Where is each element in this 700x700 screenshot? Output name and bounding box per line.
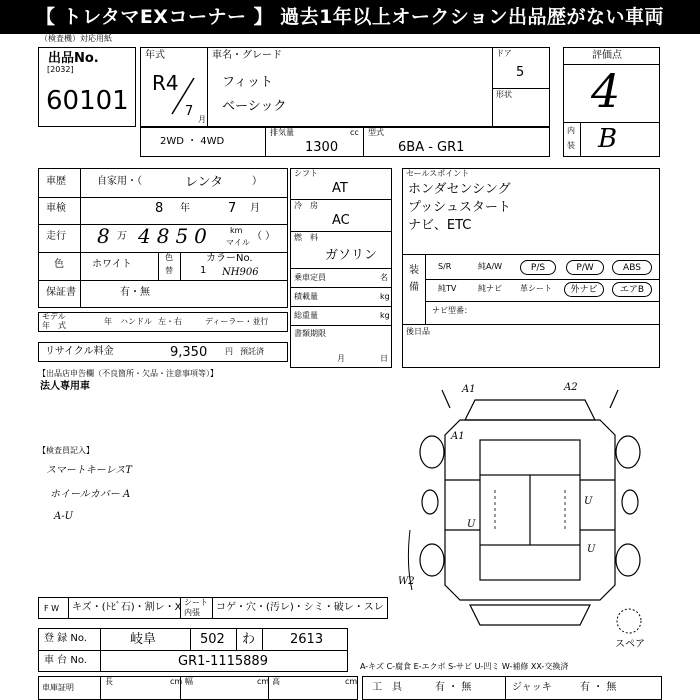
equip-pw: P/W [566, 260, 604, 275]
history-value: レンタ [185, 175, 224, 190]
equip-airbag: エアB [612, 282, 652, 297]
sales-point-1: プッシュスタート [408, 200, 511, 215]
chassis-number: GR1-1115889 [178, 654, 268, 669]
mark-right-rear: U [587, 544, 596, 555]
aircon-label: 冷 房 [294, 201, 318, 210]
seat-label-2: 内張 [184, 608, 200, 617]
disclosure-value: 法人専用車 [40, 381, 90, 392]
mileage-prefix: 8 [97, 224, 110, 248]
inspection-year: 8 [155, 201, 164, 216]
fuel-value: ガソリン [325, 248, 378, 263]
aircon-value: AC [332, 213, 350, 228]
recycle-label: リサイクル料金 [45, 346, 114, 357]
spare-tire-icon [615, 607, 643, 635]
mileage-km: km [230, 226, 243, 235]
warranty-label: 保証書 [46, 287, 76, 298]
inspection-label: 車検 [46, 203, 66, 214]
color-change-label-2: 替 [165, 266, 173, 275]
equip-abs: ABS [612, 260, 652, 275]
cert-label: 車庫証明 [42, 683, 74, 692]
interior-grade: B [598, 124, 618, 154]
damage-legend: A-キズ C-腐食 E-エクボ S-サビ U-凹ミ W-補修 XX-交換済 [360, 662, 569, 671]
model-year-unit: 年 [104, 317, 112, 326]
deadline-month: 月 [337, 354, 345, 363]
partial-header: （検査機）対応用紙 [40, 34, 112, 43]
mark-left-fender: A1 [451, 431, 465, 442]
equipment-label-2: 備 [409, 282, 419, 293]
recycle-value: 9,350 [170, 345, 208, 360]
inspector-title: 【検査員記入】 [38, 446, 94, 455]
garage-cert-row [38, 676, 358, 700]
recycle-note: 預託済 [240, 347, 264, 356]
recycle-unit: 円 [225, 347, 233, 356]
chassis-label: 車 台 No. [44, 655, 87, 666]
mileage-label: 走行 [46, 231, 66, 242]
inspection-month-unit: 月 [250, 203, 260, 214]
drive-options: 2WD ・ 4WD [160, 136, 225, 147]
displacement-label: 排気量 [270, 128, 294, 137]
car-name: フィット [222, 75, 273, 90]
equipment-label-1: 装 [409, 265, 419, 276]
equip-ext-navi: 外ナビ [564, 282, 604, 297]
dealer-value: ディーラー・並行 [205, 317, 269, 326]
shift-label: シフト [294, 169, 318, 178]
cert-height: 高 [272, 677, 280, 686]
mark-front-right: A2 [564, 382, 578, 393]
capacity-label-2: 総重量 [294, 311, 318, 320]
displacement-unit: cc [350, 128, 359, 137]
equip-navi: 純ナビ [478, 284, 502, 293]
tools-value: 有 ・ 無 [435, 682, 472, 693]
capacity-unit-0: 名 [380, 273, 388, 282]
floor-items: キズ・(ﾄﾋﾞ石)・割レ・X [72, 602, 182, 613]
year-label: 年式 [145, 50, 165, 61]
cert-unit-2: cm [257, 677, 270, 686]
disclosure-title: 【出品店申告欄（不良箇所・欠品・注意事項等）】 [38, 369, 218, 378]
lot-label: 出品No. [48, 51, 99, 66]
banner-title: 【 トレタマEXコーナー 】 過去1年以上オークション出品歴がない車両 [0, 0, 700, 34]
mileage-value: 4850 [138, 224, 213, 248]
equip-tv: 純TV [438, 284, 457, 293]
floor-label: F W [44, 604, 60, 613]
seat-items: コゲ・穴・(汚レ)・シミ・破レ・スレ [216, 602, 384, 613]
deadline-label: 書類期限 [294, 329, 326, 338]
color-change-label-1: 色 [165, 253, 173, 262]
inspector-line-1: ホイールカバー A [50, 489, 131, 500]
model-label: 型式 [368, 128, 384, 137]
year-slash [168, 76, 198, 119]
mileage-paren: （ ） [252, 231, 276, 242]
model-year-label-2: 年 式 [42, 321, 66, 330]
mark-left-door: U [467, 519, 476, 530]
capacity-label-0: 乗車定員 [294, 273, 326, 282]
car-label: 車名・グレード [212, 50, 282, 61]
sales-points-label: セールスポイント [406, 169, 470, 178]
handle-label: ハンドル [120, 317, 152, 326]
color-change-value: 1 [200, 265, 207, 276]
capacity-unit-2: kg [380, 311, 390, 320]
later-date-label: 後日品 [406, 327, 430, 336]
equip-sr: S/R [438, 262, 452, 271]
sales-point-0: ホンダセンシング [408, 182, 511, 197]
fuel-label: 燃 料 [294, 233, 318, 242]
color-value: ホワイト [92, 259, 132, 270]
deadline-day: 日 [380, 354, 388, 363]
year-month: 7 [185, 104, 194, 119]
inspector-line-2: A-U [54, 511, 74, 522]
interior-label-1: 内 [567, 126, 575, 135]
handle-value: 左・右 [158, 317, 182, 326]
mileage-mile: マイル [226, 238, 250, 247]
mark-right-door: U [584, 496, 593, 507]
warranty-value: 有・無 [120, 287, 150, 298]
equip-leather: 革シート [520, 284, 552, 293]
evaluation-label: 評価点 [592, 50, 622, 61]
interior-label-2: 装 [567, 141, 575, 150]
lot-stamp: [2032] [47, 65, 74, 74]
inspection-year-unit: 年 [180, 203, 190, 214]
cert-unit-1: cm [170, 677, 183, 686]
seat-label-1: シート [184, 598, 208, 607]
evaluation-score: 4 [591, 64, 621, 118]
lot-number: 60101 [46, 86, 129, 116]
plate-region: 岐阜 [130, 632, 157, 647]
car-diagram [400, 380, 660, 630]
year-era: R4 [152, 71, 179, 95]
model-code: 6BA - GR1 [398, 140, 465, 155]
car-grade: ベーシック [222, 99, 287, 114]
inspection-month: 7 [228, 201, 237, 216]
plate-class: 502 [200, 632, 225, 647]
history-close: ） [252, 176, 262, 187]
color-label: 色 [54, 259, 64, 270]
mark-front-left: A1 [462, 384, 476, 395]
shift-value: AT [332, 181, 348, 196]
cert-unit-3: cm [345, 677, 358, 686]
cert-width: 幅 [185, 677, 193, 686]
spare-label: スペア [615, 639, 645, 650]
color-code-label: カラーNo. [206, 253, 253, 264]
mileage-man: 万 [117, 231, 127, 242]
plate-number: 2613 [290, 632, 324, 647]
history-options: 自家用・（ [97, 176, 142, 187]
tools-label: 工 具 [372, 682, 402, 693]
jack-label: ジャッキ [512, 682, 552, 693]
mark-left-rear: W2 [398, 576, 415, 587]
inspector-line-0: スマートキーレスT [46, 465, 132, 476]
doors-value: 5 [516, 65, 525, 80]
jack-value: 有 ・ 無 [580, 682, 617, 693]
cert-length: 長 [105, 677, 113, 686]
capacity-unit-1: kg [380, 292, 390, 301]
history-label: 車歴 [46, 176, 66, 187]
shape-label: 形状 [496, 90, 512, 99]
navi-model-label: ナビ型番： [432, 306, 472, 315]
sales-point-2: ナビ、ETC [408, 218, 472, 233]
color-code: NH906 [222, 267, 259, 278]
displacement-value: 1300 [305, 140, 339, 155]
equip-alloy: 純A/W [478, 262, 503, 271]
doors-label: ドア [496, 49, 512, 58]
capacity-label-1: 積載量 [294, 292, 318, 301]
plate-label: 登 録 No. [44, 633, 87, 644]
model-year-label-1: モデル [42, 312, 66, 321]
equip-ps: P/S [520, 260, 556, 275]
plate-kana: わ [242, 632, 256, 647]
year-month-unit: 月 [198, 115, 206, 124]
